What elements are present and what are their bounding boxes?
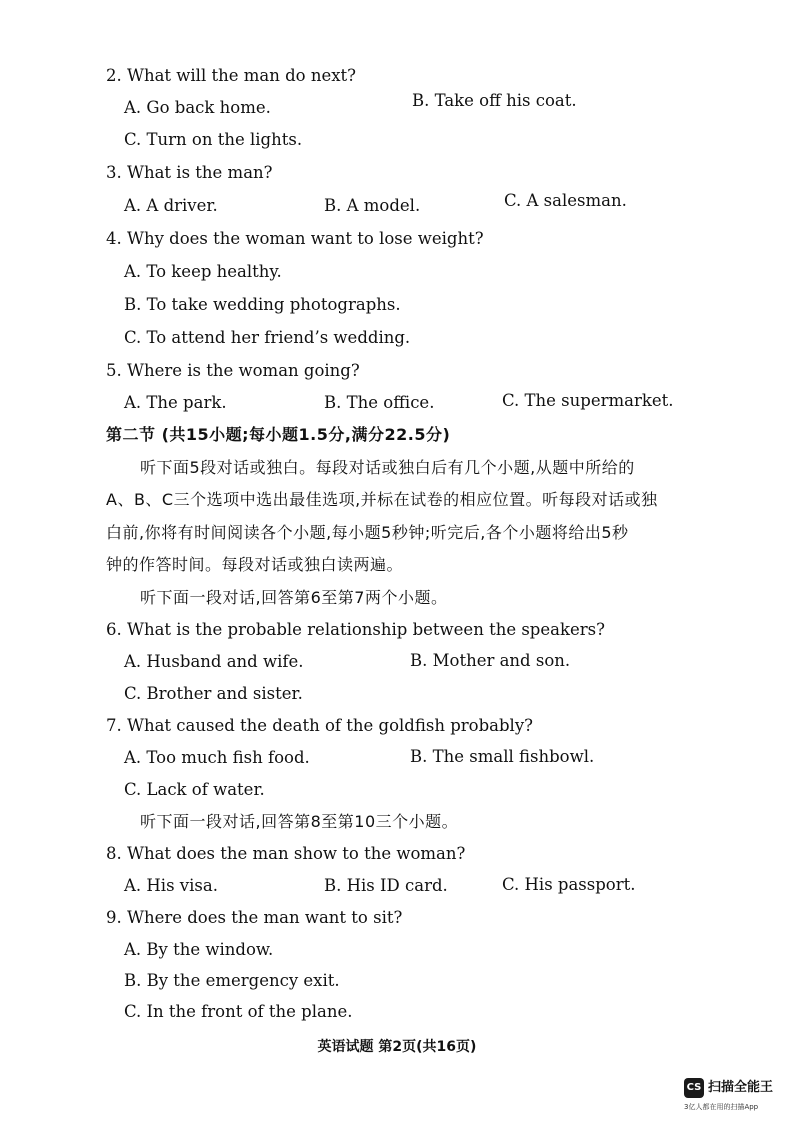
option-b: B. To take wedding photographs. xyxy=(124,295,401,314)
question-stem: 5. Where is the woman going? xyxy=(106,361,360,380)
question-stem: 4. Why does the woman want to lose weight? xyxy=(106,229,484,248)
option-c: C. In the front of the plane. xyxy=(124,1002,353,1021)
section-heading: 第二节 (共15小题;每小题1.5分,满分22.5分) xyxy=(106,425,451,444)
scanner-logo-icon: CS xyxy=(684,1078,704,1098)
page-footer: 英语试题 第2页(共16页) xyxy=(317,1039,477,1055)
option-a: A. His visa. xyxy=(124,876,218,895)
option-b: B. A model. xyxy=(324,196,421,215)
instruction-line: 钟的作答时间。每段对话或独白读两遍。 xyxy=(106,555,404,574)
question-stem: 2. What will the man do next? xyxy=(106,66,357,85)
instruction-line: 听下面5段对话或独白。每段对话或独白后有几个小题,从题中所给的 xyxy=(140,458,635,477)
question-stem: 9. Where does the man want to sit? xyxy=(106,908,403,927)
option-b: B. By the emergency exit. xyxy=(124,971,340,990)
option-a: A. To keep healthy. xyxy=(124,262,282,281)
option-c: C. A salesman. xyxy=(504,191,627,210)
option-a: A. The park. xyxy=(124,393,227,412)
option-c: C. His passport. xyxy=(502,875,636,894)
question-stem: 8. What does the man show to the woman? xyxy=(106,844,466,863)
option-c: C. Turn on the lights. xyxy=(124,130,303,149)
instruction-line: A、B、C三个选项中选出最佳选项,并标在试卷的相应位置。听每段对话或独 xyxy=(106,490,658,509)
scanner-watermark xyxy=(684,1078,788,1118)
option-a: A. By the window. xyxy=(124,940,274,959)
instruction-line: 白前,你将有时间阅读各个小题,每小题5秒钟;听完后,各个小题将给出5秒 xyxy=(106,523,629,542)
scanner-tagline: 3亿人都在用的扫描App xyxy=(684,1103,759,1111)
option-c: C. Lack of water. xyxy=(124,780,265,799)
option-b: B. His ID card. xyxy=(324,876,448,895)
option-a: A. Husband and wife. xyxy=(124,652,304,671)
option-c: C. Brother and sister. xyxy=(124,684,303,703)
question-stem: 3. What is the man? xyxy=(106,163,273,182)
question-stem: 7. What caused the death of the goldfish probably? xyxy=(106,716,533,735)
option-b: B. Mother and son. xyxy=(410,651,571,670)
dialogue-lead: 听下面一段对话,回答第6至第7两个小题。 xyxy=(140,588,448,607)
dialogue-lead: 听下面一段对话,回答第8至第10三个小题。 xyxy=(140,812,459,831)
option-b: B. The small fishbowl. xyxy=(410,747,595,766)
option-a: A. Too much fish food. xyxy=(124,748,310,767)
option-c: C. The supermarket. xyxy=(502,391,674,410)
question-stem: 6. What is the probable relationship between the speakers? xyxy=(106,620,605,639)
option-a: A. Go back home. xyxy=(124,98,271,117)
scanner-app-name: 扫描全能王 xyxy=(708,1080,774,1095)
option-c: C. To attend her friend’s wedding. xyxy=(124,328,411,347)
option-b: B. The office. xyxy=(324,393,435,412)
option-a: A. A driver. xyxy=(124,196,218,215)
option-b: B. Take off his coat. xyxy=(412,91,577,110)
